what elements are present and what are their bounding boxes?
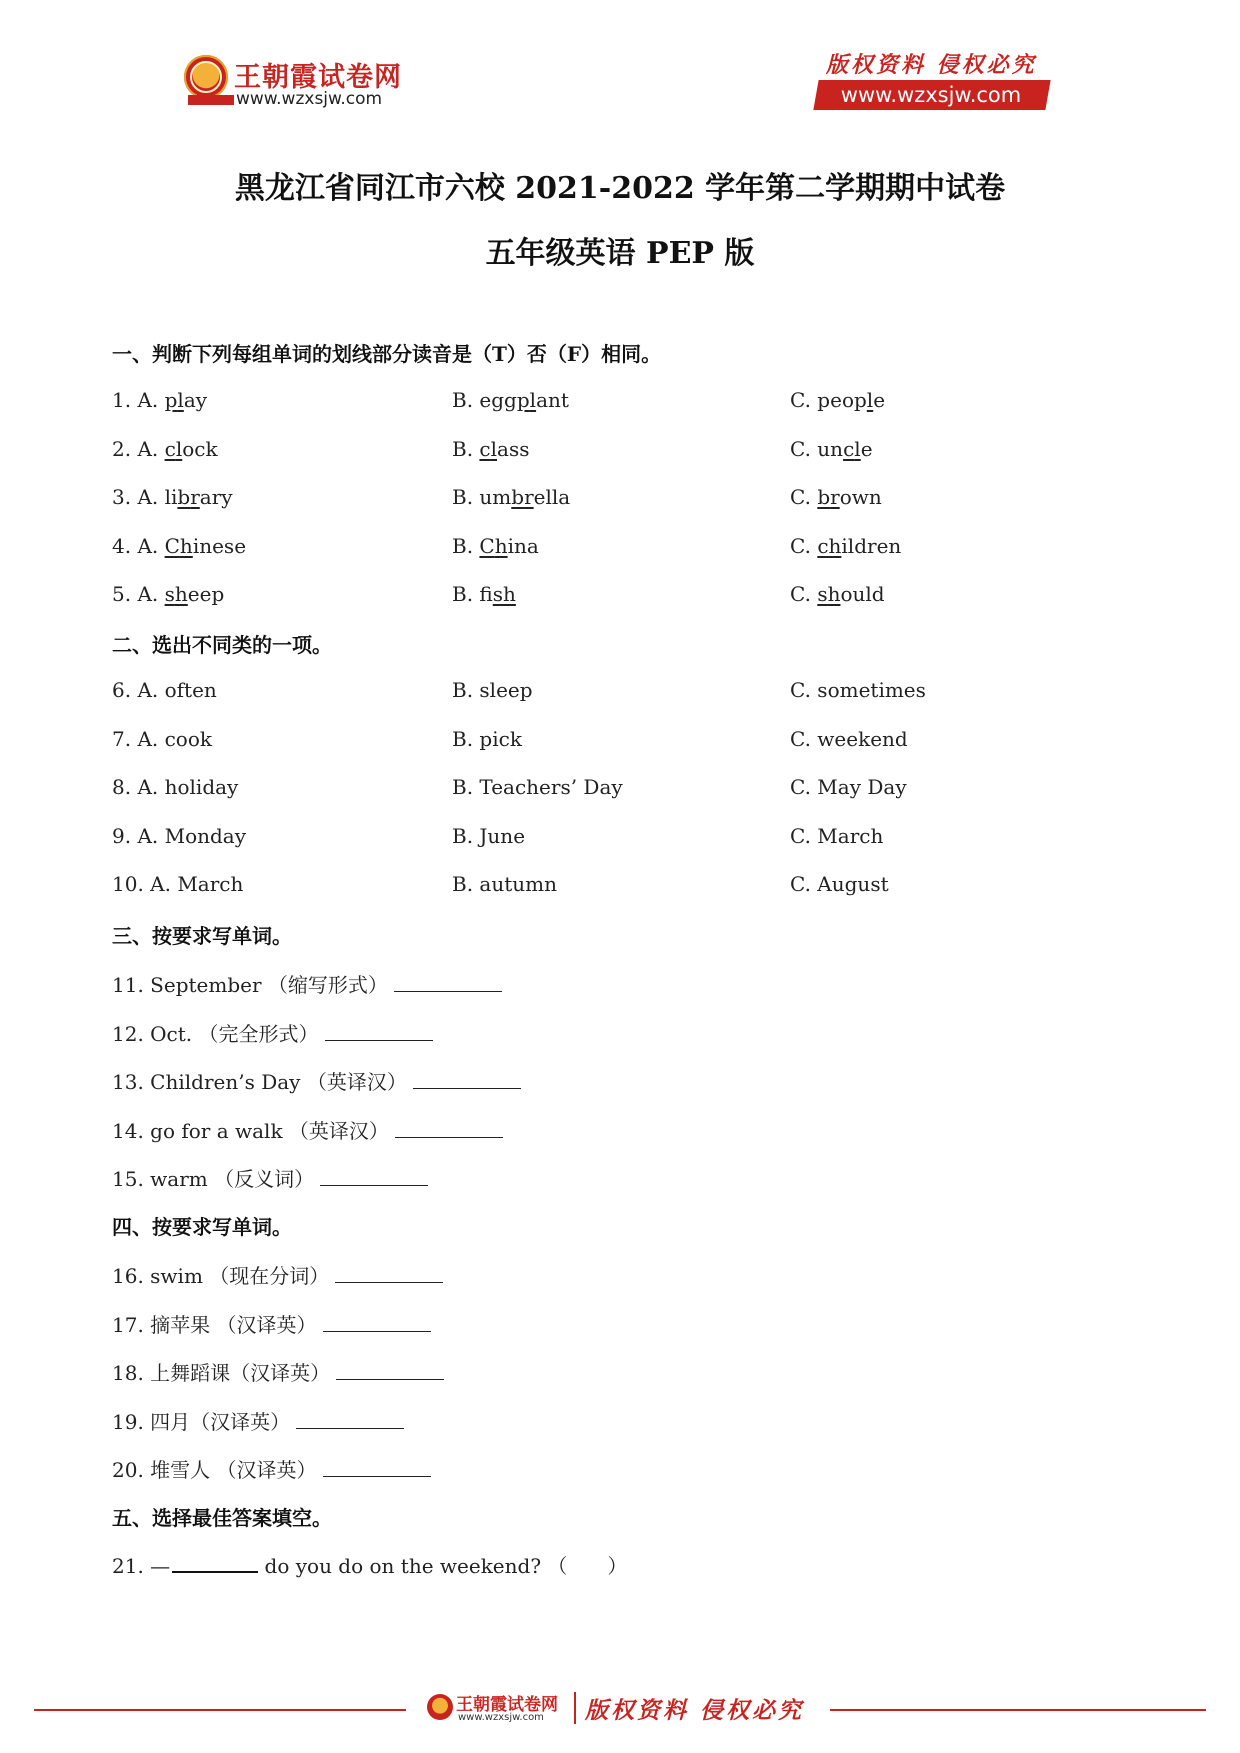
footer-divider-right: [830, 1709, 1206, 1711]
option-c: C. March: [790, 823, 884, 848]
section3-heading: 三、按要求写单词。: [112, 924, 292, 948]
option-c: [790, 582, 885, 606]
question-text: 14. go for a walk （英译汉）: [112, 1118, 389, 1143]
question-item: [112, 1309, 431, 1338]
section5-heading: 五、选择最佳答案填空。: [112, 1506, 332, 1530]
word-part: 1. A.: [112, 388, 165, 412]
footer-separator: [574, 1692, 576, 1724]
word-part: B.: [452, 533, 480, 558]
underlined-part: r: [830, 485, 840, 509]
underlined-part: h: [503, 582, 516, 606]
option-a: [112, 437, 218, 461]
question-text: 12. Oct. （完全形式）: [112, 1021, 319, 1046]
footer-logo-name: 王朝霞试卷网: [456, 1695, 558, 1715]
section1-heading: 一、判断下列每组单词的划线部分读音是（T）否（F）相同。: [112, 342, 662, 366]
word-part: ay: [183, 388, 208, 412]
answer-blank[interactable]: [413, 1070, 521, 1089]
table-row: [112, 534, 1112, 564]
table-row: [112, 388, 1112, 418]
question-text: 19. 四月（汉译英）: [112, 1409, 291, 1434]
underlined-part: r: [524, 485, 534, 509]
table-row: [112, 582, 1112, 612]
underlined-part: C: [164, 533, 180, 558]
question-item: [112, 1406, 404, 1435]
word-part: ant: [536, 388, 569, 412]
answer-blank[interactable]: [325, 1022, 433, 1041]
option-c: [790, 388, 885, 412]
answer-blank[interactable]: [335, 1264, 443, 1283]
underlined-part: l: [854, 436, 861, 461]
word-part: ella: [533, 485, 571, 509]
option-a: [112, 534, 246, 558]
underlined-part: c: [817, 533, 829, 558]
word-part: ould: [840, 582, 885, 606]
option-b: B. sleep: [452, 678, 533, 702]
question-text: 11. September （缩写形式）: [112, 973, 388, 997]
underlined-part: b: [177, 485, 191, 509]
footer-divider-left: [34, 1709, 406, 1711]
underlined-part: l: [175, 436, 183, 461]
underlined-part: c: [164, 436, 176, 461]
question-item: [112, 1018, 433, 1047]
section2-heading: 二、选出不同类的一项。: [112, 633, 332, 657]
word-part: e: [860, 436, 873, 461]
question-text: 13. Children’s Day （英译汉）: [112, 1070, 407, 1094]
logo-ribbon: [188, 95, 234, 105]
option-a: 6. A. often: [112, 678, 217, 702]
question-text: 16. swim （现在分词）: [112, 1264, 330, 1288]
option-b: [452, 388, 569, 412]
underlined-part: h: [174, 582, 188, 606]
answer-blank[interactable]: [323, 1313, 431, 1332]
underlined-part: s: [164, 582, 175, 606]
option-c: C. weekend: [790, 726, 908, 751]
option-b: [452, 534, 539, 558]
option-c: C. sometimes: [790, 678, 926, 702]
table-row: [112, 437, 1112, 467]
question-text: 20. 堆雪人 （汉译英）: [112, 1458, 317, 1482]
page-title: 黑龙江省同江市六校 2021-2022 学年第二学期期中试卷: [234, 171, 1006, 206]
table-row: [112, 872, 1112, 902]
table-row: [112, 727, 1112, 757]
question-item: [112, 1260, 443, 1289]
word-part: 5. A.: [112, 582, 165, 606]
question-item: [112, 1163, 428, 1192]
logo-icon: [184, 55, 228, 99]
logo-url[interactable]: www.wzxsjw.com: [236, 89, 383, 109]
question-21-prefix: 21. —: [112, 1554, 171, 1578]
option-c: [790, 437, 873, 461]
footer-logo-icon: [427, 1694, 453, 1720]
underlined-part: l: [490, 436, 498, 461]
footer-copyright: 版权资料 侵权必究: [585, 1697, 805, 1724]
option-a: 9. A. Monday: [112, 823, 247, 848]
table-row: [112, 775, 1112, 805]
option-b: B. pick: [452, 726, 522, 751]
word-part: inese: [192, 533, 247, 558]
word-part: B. um: [452, 485, 512, 509]
footer-logo-url[interactable]: www.wzxsjw.com: [458, 1712, 544, 1723]
word-part: ock: [182, 436, 218, 461]
question-text: 18. 上舞蹈课（汉译英）: [112, 1361, 331, 1385]
word-part: B. egg: [452, 388, 517, 412]
answer-blank[interactable]: [296, 1410, 404, 1429]
word-part: ina: [507, 533, 539, 558]
word-part: e: [873, 388, 886, 412]
question-item: [112, 1115, 503, 1144]
option-b: [452, 437, 529, 461]
word-part: 4. A.: [112, 533, 165, 558]
question-text: 17. 摘苹果 （汉译英）: [112, 1312, 317, 1337]
option-b: B. Teachers’ Day: [452, 775, 623, 799]
underlined-part: c: [843, 436, 855, 461]
option-c: C. August: [790, 872, 889, 896]
word-part: C. peop: [790, 388, 867, 412]
underlined-part: c: [479, 436, 491, 461]
word-part: B. fi: [452, 582, 493, 606]
copyright-notice: 版权资料 侵权必究: [826, 52, 1037, 78]
answer-blank[interactable]: [320, 1167, 428, 1186]
word-part: 3. A. li: [112, 485, 178, 509]
underlined-part: r: [190, 485, 200, 509]
word-part: eep: [187, 582, 225, 606]
word-part: C.: [790, 582, 818, 606]
option-b: [452, 582, 516, 606]
answer-blank[interactable]: [394, 973, 502, 992]
word-part: C. un: [790, 436, 844, 461]
table-row: [112, 485, 1112, 515]
answer-blank[interactable]: [323, 1458, 431, 1477]
question-item: [112, 1066, 521, 1095]
underlined-part: l: [866, 388, 874, 412]
word-part: ary: [199, 485, 233, 509]
underlined-part: C: [479, 533, 495, 558]
word-part: ildren: [841, 533, 902, 558]
underlined-part: l: [529, 388, 537, 412]
word-part: ass: [497, 436, 530, 461]
word-part: C.: [790, 533, 818, 558]
question-21-text: do you do on the weekend? （ ）: [258, 1554, 628, 1578]
option-b: B. June: [452, 823, 526, 848]
underlined-part: b: [511, 485, 525, 509]
word-part: own: [839, 485, 882, 509]
underlined-part: p: [164, 388, 178, 412]
underlined-part: l: [177, 388, 184, 412]
table-row: [112, 678, 1112, 708]
option-b: [452, 485, 570, 509]
underlined-part: h: [828, 533, 842, 558]
option-c: C. May Day: [790, 775, 907, 799]
option-a: [112, 582, 224, 606]
question-21: [112, 1550, 627, 1579]
section4-heading: 四、按要求写单词。: [112, 1215, 292, 1239]
question-item: [112, 1454, 431, 1483]
answer-blank[interactable]: [336, 1361, 444, 1380]
question-item: [112, 1357, 444, 1386]
option-a: [112, 485, 233, 509]
option-a: 10. A. March: [112, 872, 244, 896]
underlined-part: s: [492, 582, 504, 606]
table-row: [112, 824, 1112, 854]
underlined-part: h: [179, 533, 193, 558]
question-text: 15. warm （反义词）: [112, 1167, 315, 1191]
underlined-part: p: [516, 388, 530, 412]
answer-blank[interactable]: [172, 1553, 258, 1573]
word-part: C.: [790, 485, 818, 509]
option-c: [790, 485, 882, 509]
underlined-part: b: [817, 485, 831, 509]
underlined-part: s: [817, 582, 828, 606]
word-part: 2. A.: [112, 436, 165, 461]
option-c: [790, 534, 901, 558]
page-subtitle: 五年级英语 PEP 版: [485, 236, 755, 271]
copyright-url[interactable]: www.wzxsjw.com: [840, 83, 1022, 107]
answer-blank[interactable]: [395, 1119, 503, 1138]
underlined-part: h: [827, 582, 841, 606]
question-item: [112, 969, 502, 998]
option-a: 7. A. cook: [112, 726, 212, 751]
option-a: [112, 388, 207, 412]
underlined-part: h: [494, 533, 508, 558]
option-a: 8. A. holiday: [112, 775, 239, 799]
logo-name: 王朝霞试卷网: [234, 62, 402, 93]
word-part: B.: [452, 436, 480, 461]
option-b: B. autumn: [452, 872, 557, 896]
